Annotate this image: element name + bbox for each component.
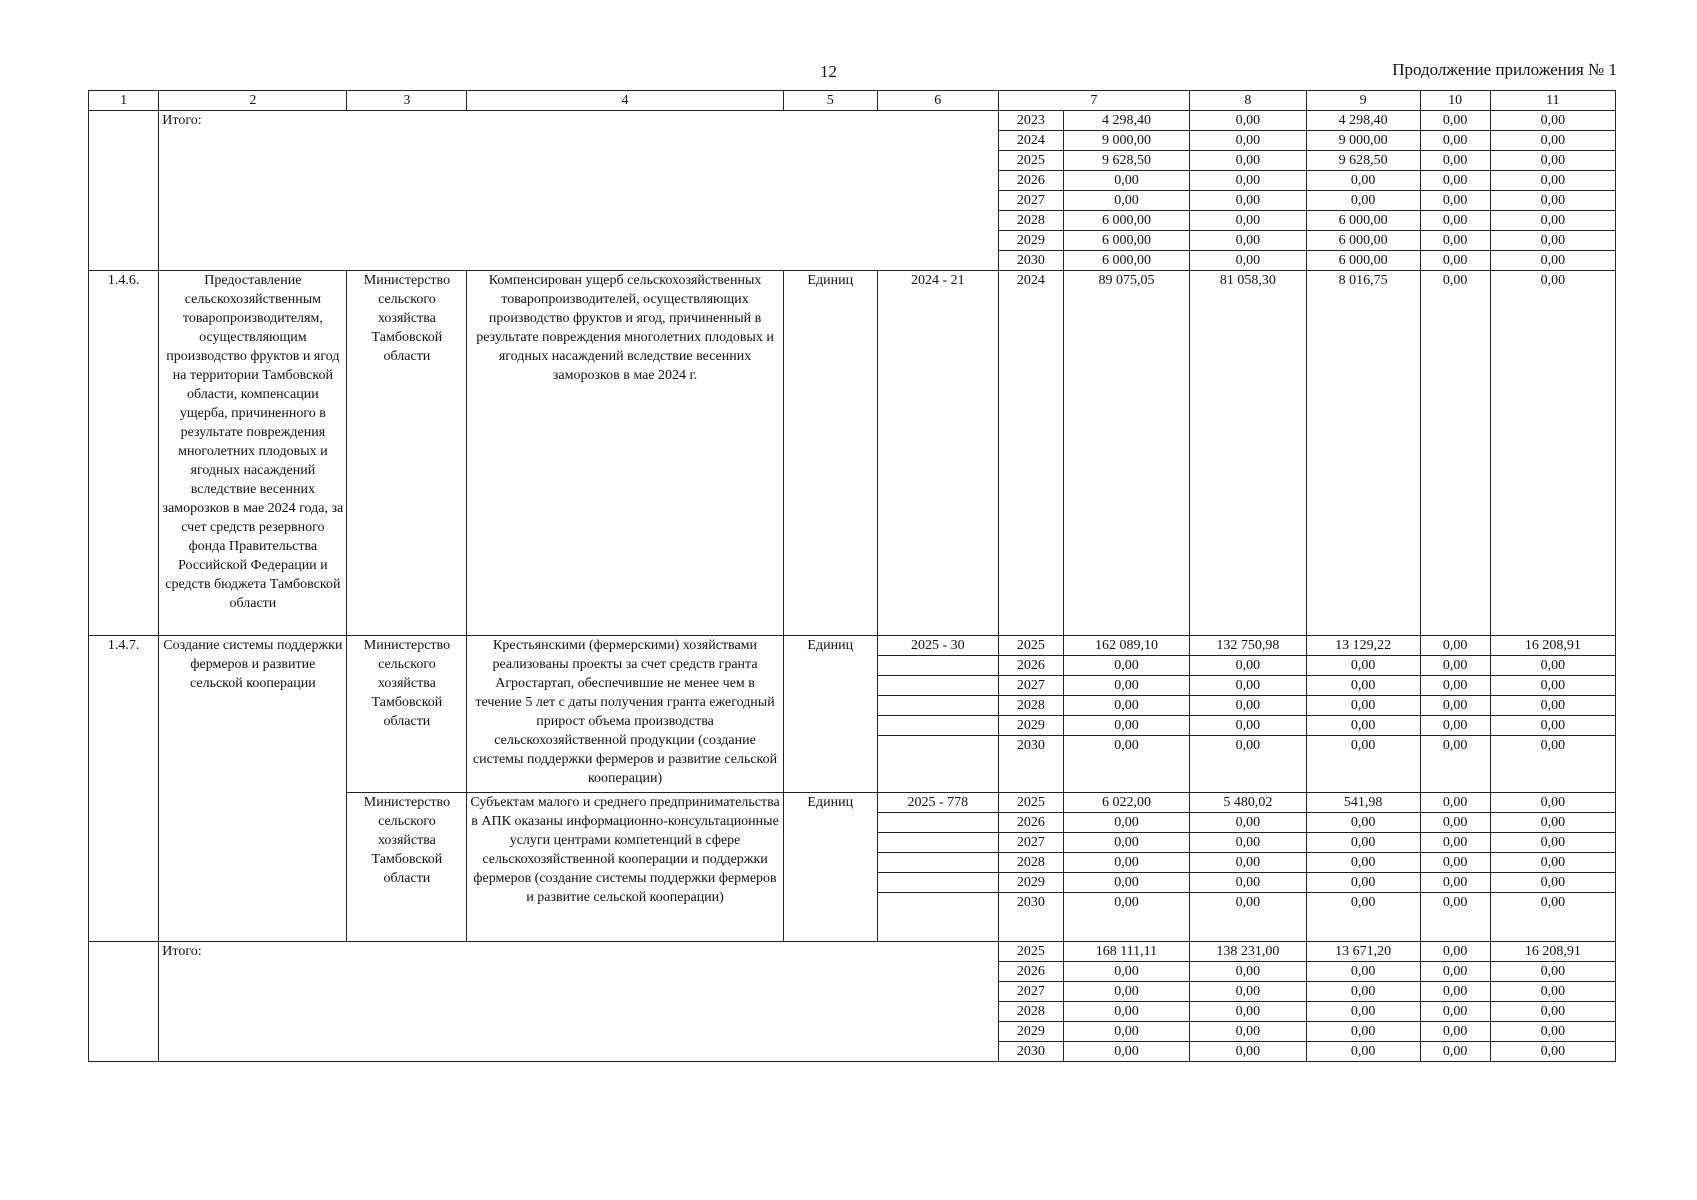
- year-cell: 2026: [998, 962, 1063, 982]
- amount-cell-c10: 0,00: [1420, 1042, 1490, 1062]
- amount-cell-c7: 0,00: [1063, 171, 1189, 191]
- empty-num-cell: [89, 111, 159, 271]
- year-cell: 2028: [998, 696, 1063, 716]
- empty-target-cell: [877, 833, 998, 853]
- column-header-11: 11: [1490, 91, 1615, 111]
- amount-cell-c11: 0,00: [1490, 893, 1615, 942]
- amount-cell-c10: 0,00: [1420, 191, 1490, 211]
- year-cell: 2024: [998, 271, 1063, 636]
- amount-cell-c11: 0,00: [1490, 873, 1615, 893]
- amount-cell-c10: 0,00: [1420, 873, 1490, 893]
- amount-cell-c11: 0,00: [1490, 211, 1615, 231]
- amount-cell-c7: 6 000,00: [1063, 211, 1189, 231]
- amount-cell-c11: 0,00: [1490, 231, 1615, 251]
- amount-cell-c10: 0,00: [1420, 111, 1490, 131]
- amount-cell-c9: 0,00: [1306, 1002, 1420, 1022]
- year-cell: 2026: [998, 656, 1063, 676]
- amount-cell-c11: 0,00: [1490, 853, 1615, 873]
- amount-cell-c10: 0,00: [1420, 1022, 1490, 1042]
- amount-cell-c8: 0,00: [1190, 231, 1307, 251]
- program-table: [88, 90, 1616, 1062]
- amount-cell-c9: 0,00: [1306, 696, 1420, 716]
- column-header-7: 7: [998, 91, 1189, 111]
- column-header-9: 9: [1306, 91, 1420, 111]
- amount-cell-c11: 0,00: [1490, 716, 1615, 736]
- amount-cell-c8: 0,00: [1190, 716, 1307, 736]
- amount-cell-c7: 168 111,11: [1063, 942, 1189, 962]
- amount-cell-c7: 0,00: [1063, 1042, 1189, 1062]
- expected-result: Субъектам малого и среднего предпринимательства в АПК оказаны информационно-консультационные услуги центрами компетенций в сфере сельскохозяйственной кооперации и поддержки фермеров (создание системы поддержки фермеров и развитие сельской кооперации): [467, 793, 783, 942]
- amount-cell-c11: 0,00: [1490, 656, 1615, 676]
- amount-cell-c8: 0,00: [1190, 151, 1307, 171]
- column-header-1: 1: [89, 91, 159, 111]
- empty-target-cell: [877, 853, 998, 873]
- amount-cell-c8: 0,00: [1190, 131, 1307, 151]
- year-cell: 2030: [998, 893, 1063, 942]
- amount-cell-c8: 138 231,00: [1190, 942, 1307, 962]
- amount-cell-c9: 0,00: [1306, 853, 1420, 873]
- amount-cell-c11: 0,00: [1490, 151, 1615, 171]
- amount-cell-c8: 0,00: [1190, 873, 1307, 893]
- amount-cell-c9: 541,98: [1306, 793, 1420, 813]
- amount-cell-c11: 0,00: [1490, 982, 1615, 1002]
- amount-cell-c9: 6 000,00: [1306, 251, 1420, 271]
- amount-cell-c8: 0,00: [1190, 211, 1307, 231]
- page-number: 12: [820, 62, 837, 81]
- amount-cell-c10: 0,00: [1420, 171, 1490, 191]
- amount-cell-c9: 0,00: [1306, 873, 1420, 893]
- amount-cell-c11: 0,00: [1490, 271, 1615, 636]
- amount-cell-c7: 89 075,05: [1063, 271, 1189, 636]
- year-cell: 2029: [998, 716, 1063, 736]
- column-header-2: 2: [159, 91, 347, 111]
- amount-cell-c8: 0,00: [1190, 1042, 1307, 1062]
- amount-cell-c7: 0,00: [1063, 853, 1189, 873]
- year-cell: 2025: [998, 942, 1063, 962]
- amount-cell-c10: 0,00: [1420, 833, 1490, 853]
- empty-target-cell: [877, 656, 998, 676]
- amount-cell-c10: 0,00: [1420, 211, 1490, 231]
- amount-cell-c10: 0,00: [1420, 962, 1490, 982]
- amount-cell-c10: 0,00: [1420, 982, 1490, 1002]
- amount-cell-c8: 0,00: [1190, 853, 1307, 873]
- amount-cell-c9: 0,00: [1306, 171, 1420, 191]
- amount-cell-c11: 0,00: [1490, 171, 1615, 191]
- amount-cell-c9: 9 628,50: [1306, 151, 1420, 171]
- amount-cell-c9: 0,00: [1306, 1022, 1420, 1042]
- amount-cell-c8: 0,00: [1190, 191, 1307, 211]
- amount-cell-c7: 0,00: [1063, 893, 1189, 942]
- amount-cell-c9: 8 016,75: [1306, 271, 1420, 636]
- amount-cell-c7: 0,00: [1063, 1002, 1189, 1022]
- amount-cell-c11: 0,00: [1490, 962, 1615, 982]
- year-cell: 2028: [998, 1002, 1063, 1022]
- amount-cell-c9: 13 671,20: [1306, 942, 1420, 962]
- year-cell: 2027: [998, 676, 1063, 696]
- amount-cell-c8: 0,00: [1190, 1022, 1307, 1042]
- executor: Министерство сельского хозяйства Тамбовской области: [347, 793, 467, 942]
- amount-cell-c9: 0,00: [1306, 962, 1420, 982]
- header-row: [89, 91, 1616, 111]
- column-header-10: 10: [1420, 91, 1490, 111]
- amount-cell-c9: 0,00: [1306, 736, 1420, 793]
- amount-cell-c8: 0,00: [1190, 696, 1307, 716]
- amount-cell-c11: 0,00: [1490, 833, 1615, 853]
- amount-cell-c9: 0,00: [1306, 1042, 1420, 1062]
- amount-cell-c7: 0,00: [1063, 696, 1189, 716]
- amount-cell-c7: 0,00: [1063, 191, 1189, 211]
- column-header-5: 5: [783, 91, 877, 111]
- amount-cell-c10: 0,00: [1420, 793, 1490, 813]
- amount-cell-c10: 0,00: [1420, 271, 1490, 636]
- amount-cell-c11: 0,00: [1490, 1042, 1615, 1062]
- amount-cell-c7: 0,00: [1063, 656, 1189, 676]
- amount-cell-c8: 0,00: [1190, 962, 1307, 982]
- year-cell: 2027: [998, 982, 1063, 1002]
- amount-cell-c8: 0,00: [1190, 813, 1307, 833]
- amount-cell-c7: 9 000,00: [1063, 131, 1189, 151]
- empty-target-cell: [877, 813, 998, 833]
- amount-cell-c11: 0,00: [1490, 251, 1615, 271]
- executor: Министерство сельского хозяйства Тамбовской области: [347, 636, 467, 793]
- empty-target-cell: [877, 736, 998, 793]
- target-value: 2025 - 778: [877, 793, 998, 813]
- amount-cell-c8: 0,00: [1190, 251, 1307, 271]
- amount-cell-c10: 0,00: [1420, 231, 1490, 251]
- empty-num-cell: [89, 942, 159, 1062]
- amount-cell-c8: 0,00: [1190, 982, 1307, 1002]
- amount-cell-c9: 0,00: [1306, 676, 1420, 696]
- target-value: 2024 - 21: [877, 271, 998, 636]
- amount-cell-c8: 0,00: [1190, 111, 1307, 131]
- amount-cell-c10: 0,00: [1420, 1002, 1490, 1022]
- amount-cell-c8: 81 058,30: [1190, 271, 1307, 636]
- year-cell: 2030: [998, 736, 1063, 793]
- amount-cell-c9: 0,00: [1306, 982, 1420, 1002]
- total-label: Итого:: [159, 942, 998, 1062]
- target-value: 2025 - 30: [877, 636, 998, 656]
- amount-cell-c8: 0,00: [1190, 833, 1307, 853]
- amount-cell-c7: 0,00: [1063, 736, 1189, 793]
- year-cell: 2026: [998, 171, 1063, 191]
- amount-cell-c9: 0,00: [1306, 813, 1420, 833]
- amount-cell-c11: 0,00: [1490, 1002, 1615, 1022]
- column-header-4: 4: [467, 91, 783, 111]
- amount-cell-c11: 0,00: [1490, 191, 1615, 211]
- total-row: [89, 942, 1616, 962]
- measure-name: Предоставление сельскохозяйственным товаропроизводителям, осуществляющим производство фруктов и ягод на территории Тамбовской области, компенсации ущерба, причиненного в результате повреждения многолетних плодовых и ягодных насаждений вследствие весенних заморозков в мае 2024 года, за счет средств резервного фонда Правительства Российской Федерации и средств бюджета Тамбовской области: [159, 271, 347, 636]
- amount-cell-c9: 0,00: [1306, 191, 1420, 211]
- column-header-6: 6: [877, 91, 998, 111]
- amount-cell-c11: 16 208,91: [1490, 942, 1615, 962]
- amount-cell-c10: 0,00: [1420, 942, 1490, 962]
- total-row: [89, 111, 1616, 131]
- amount-cell-c7: 6 000,00: [1063, 251, 1189, 271]
- year-cell: 2024: [998, 131, 1063, 151]
- expected-result: Компенсирован ущерб сельскохозяйственных товаропроизводителей, осуществляющих производство фруктов и ягод, причиненный в результате повреждения многолетних плодовых и ягодных насаждений вследствие весенних заморозков в мае 2024 г.: [467, 271, 783, 636]
- amount-cell-c8: 5 480,02: [1190, 793, 1307, 813]
- appendix-continuation-label: Продолжение приложения № 1: [1392, 60, 1617, 79]
- column-header-8: 8: [1190, 91, 1307, 111]
- amount-cell-c9: 0,00: [1306, 716, 1420, 736]
- year-cell: 2027: [998, 191, 1063, 211]
- amount-cell-c7: 0,00: [1063, 833, 1189, 853]
- column-header-3: 3: [347, 91, 467, 111]
- amount-cell-c8: 0,00: [1190, 676, 1307, 696]
- amount-cell-c7: 6 022,00: [1063, 793, 1189, 813]
- amount-cell-c7: 9 628,50: [1063, 151, 1189, 171]
- amount-cell-c9: 4 298,40: [1306, 111, 1420, 131]
- year-cell: 2026: [998, 813, 1063, 833]
- empty-target-cell: [877, 893, 998, 942]
- total-label: Итого:: [159, 111, 998, 271]
- amount-cell-c7: 6 000,00: [1063, 231, 1189, 251]
- measure-name: Создание системы поддержки фермеров и развитие сельской кооперации: [159, 636, 347, 942]
- amount-cell-c11: 0,00: [1490, 793, 1615, 813]
- year-cell: 2029: [998, 1022, 1063, 1042]
- expected-result: Крестьянскими (фермерскими) хозяйствами реализованы проекты за счет средств гранта Агростартап, обеспечившие не менее чем в течение 5 лет с даты получения гранта ежегодный прирост объема производства сельскохозяйственной продукции (создание системы поддержки фермеров и развитие сельской кооперации): [467, 636, 783, 793]
- amount-cell-c11: 0,00: [1490, 1022, 1615, 1042]
- year-cell: 2028: [998, 853, 1063, 873]
- amount-cell-c7: 162 089,10: [1063, 636, 1189, 656]
- amount-cell-c9: 0,00: [1306, 833, 1420, 853]
- unit: Единиц: [783, 636, 877, 793]
- amount-cell-c11: 0,00: [1490, 736, 1615, 793]
- amount-cell-c11: 16 208,91: [1490, 636, 1615, 656]
- amount-cell-c10: 0,00: [1420, 853, 1490, 873]
- empty-target-cell: [877, 696, 998, 716]
- amount-cell-c7: 0,00: [1063, 1022, 1189, 1042]
- amount-cell-c7: 0,00: [1063, 962, 1189, 982]
- amount-cell-c7: 0,00: [1063, 982, 1189, 1002]
- year-cell: 2025: [998, 151, 1063, 171]
- amount-cell-c7: 0,00: [1063, 873, 1189, 893]
- year-cell: 2030: [998, 251, 1063, 271]
- amount-cell-c7: 0,00: [1063, 716, 1189, 736]
- amount-cell-c10: 0,00: [1420, 716, 1490, 736]
- amount-cell-c10: 0,00: [1420, 251, 1490, 271]
- amount-cell-c10: 0,00: [1420, 736, 1490, 793]
- amount-cell-c7: 0,00: [1063, 676, 1189, 696]
- amount-cell-c7: 4 298,40: [1063, 111, 1189, 131]
- amount-cell-c11: 0,00: [1490, 696, 1615, 716]
- measure-number: 1.4.6.: [89, 271, 159, 636]
- year-cell: 2030: [998, 1042, 1063, 1062]
- executor: Министерство сельского хозяйства Тамбовской области: [347, 271, 467, 636]
- amount-cell-c9: 6 000,00: [1306, 211, 1420, 231]
- amount-cell-c11: 0,00: [1490, 813, 1615, 833]
- amount-cell-c10: 0,00: [1420, 656, 1490, 676]
- year-cell: 2027: [998, 833, 1063, 853]
- amount-cell-c10: 0,00: [1420, 813, 1490, 833]
- measure-row-1-4-6: [89, 271, 1616, 636]
- amount-cell-c10: 0,00: [1420, 893, 1490, 942]
- amount-cell-c11: 0,00: [1490, 111, 1615, 131]
- amount-cell-c9: 0,00: [1306, 893, 1420, 942]
- amount-cell-c8: 0,00: [1190, 656, 1307, 676]
- amount-cell-c9: 9 000,00: [1306, 131, 1420, 151]
- amount-cell-c8: 0,00: [1190, 736, 1307, 793]
- amount-cell-c9: 6 000,00: [1306, 231, 1420, 251]
- amount-cell-c10: 0,00: [1420, 636, 1490, 656]
- amount-cell-c8: 132 750,98: [1190, 636, 1307, 656]
- amount-cell-c11: 0,00: [1490, 676, 1615, 696]
- measure-row-1-4-7: [89, 636, 1616, 656]
- amount-cell-c10: 0,00: [1420, 151, 1490, 171]
- empty-target-cell: [877, 873, 998, 893]
- amount-cell-c8: 0,00: [1190, 171, 1307, 191]
- year-cell: 2029: [998, 873, 1063, 893]
- amount-cell-c10: 0,00: [1420, 696, 1490, 716]
- empty-target-cell: [877, 676, 998, 696]
- year-cell: 2025: [998, 636, 1063, 656]
- amount-cell-c10: 0,00: [1420, 131, 1490, 151]
- amount-cell-c8: 0,00: [1190, 1002, 1307, 1022]
- amount-cell-c10: 0,00: [1420, 676, 1490, 696]
- amount-cell-c8: 0,00: [1190, 893, 1307, 942]
- measure-number: 1.4.7.: [89, 636, 159, 942]
- year-cell: 2028: [998, 211, 1063, 231]
- year-cell: 2025: [998, 793, 1063, 813]
- empty-target-cell: [877, 716, 998, 736]
- amount-cell-c11: 0,00: [1490, 131, 1615, 151]
- year-cell: 2029: [998, 231, 1063, 251]
- amount-cell-c9: 0,00: [1306, 656, 1420, 676]
- unit: Единиц: [783, 271, 877, 636]
- amount-cell-c9: 13 129,22: [1306, 636, 1420, 656]
- year-cell: 2023: [998, 111, 1063, 131]
- amount-cell-c7: 0,00: [1063, 813, 1189, 833]
- unit: Единиц: [783, 793, 877, 942]
